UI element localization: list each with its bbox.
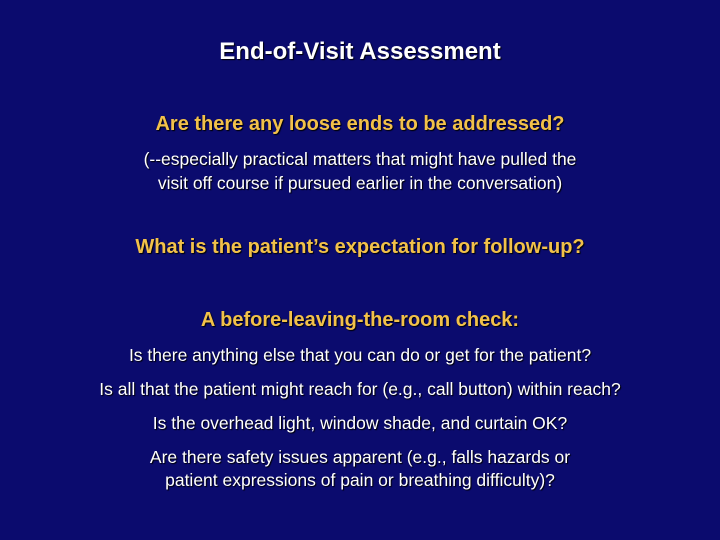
check-item: Are there safety issues apparent (e.g., falls hazards or <box>149 447 571 467</box>
check-item: Is all that the patient might reach for (e.g., call button) within reach? <box>99 379 621 399</box>
check-item: patient expressions of pain or breathing difficulty)? <box>165 470 555 490</box>
question-before-leaving: A before-leaving-the-room check: <box>200 309 520 331</box>
question-follow-up: What is the patient’s expectation for follow-up? <box>135 236 585 258</box>
question-loose-ends: Are there any loose ends to be addressed? <box>155 113 565 135</box>
check-item: Is the overhead light, window shade, and curtain OK? <box>152 413 568 433</box>
slide-title: End-of-Visit Assessment <box>219 38 501 65</box>
loose-ends-note-line-2: visit off course if pursued earlier in the conversation) <box>157 173 563 193</box>
check-item: Is there anything else that you can do or get for the patient? <box>128 345 592 365</box>
loose-ends-note-line-1: (--especially practical matters that might have pulled the <box>143 149 577 169</box>
